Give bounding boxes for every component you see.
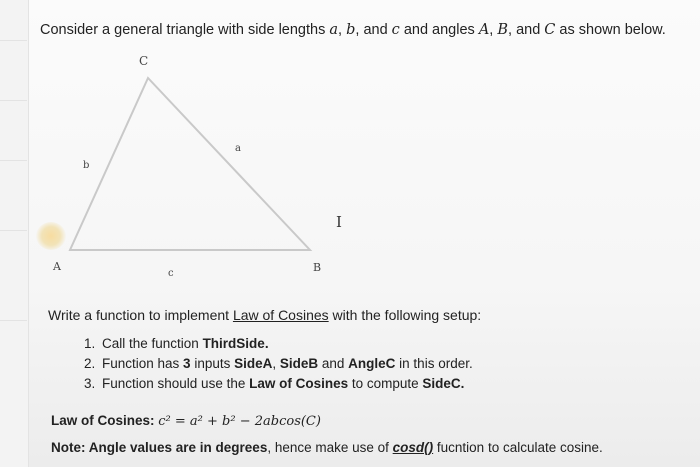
triangle-figure [28, 0, 700, 300]
list-bold: SideB [279, 356, 319, 371]
note [51, 440, 603, 455]
symbol-B: B [497, 22, 509, 38]
list-text: Function should use the [102, 376, 250, 391]
list-text: and [318, 356, 349, 371]
list-bold: 3 [183, 356, 191, 371]
edge-cell [0, 100, 27, 161]
requirements-list [84, 336, 473, 396]
cosd-function: cosd() [392, 440, 434, 455]
law-of-cosines-link[interactable]: Law of Cosines [232, 307, 329, 323]
symbol-c: c [391, 22, 400, 38]
list-bold: ThirdSide. [202, 336, 269, 351]
text-cursor-icon: I [336, 213, 342, 231]
list-item [84, 376, 473, 396]
note-label: Note: [51, 440, 86, 455]
task-text: with the following setup: [328, 307, 482, 323]
task-text: Write a function to implement [48, 307, 233, 323]
list-text: inputs [190, 356, 235, 371]
left-edge-strip [0, 0, 29, 467]
vertex-label-A: A [53, 260, 61, 273]
intro-part: , and [355, 22, 392, 38]
triangle-outline [70, 78, 310, 250]
edge-cell [0, 230, 27, 321]
screen-glare [36, 222, 66, 250]
formula-label: Law of Cosines: [51, 413, 155, 428]
list-text: Function has [102, 356, 184, 371]
list-item [84, 356, 473, 376]
formula-expression: c² = a² + b² − 2abcos(C) [158, 414, 321, 429]
list-text: in this order. [395, 356, 473, 371]
intro-part: , and [508, 22, 545, 38]
side-label-c: c [168, 268, 174, 279]
intro-part: , [338, 22, 347, 38]
list-number: 1. [84, 336, 96, 351]
list-text: , [272, 356, 280, 371]
task-description [48, 307, 481, 323]
vertex-label-B: B [313, 261, 322, 274]
symbol-A: A [478, 22, 490, 38]
list-text: Call the function [102, 336, 203, 351]
list-bold: Law of Cosines [249, 376, 349, 391]
symbol-b: b [346, 22, 356, 38]
intro-part: as shown below. [555, 22, 666, 38]
list-bold: AngleC [348, 356, 396, 371]
note-bold-text: Angle values are in degrees [85, 440, 268, 455]
edge-cell [0, 40, 27, 101]
note-text: fucntion to calculate cosine. [433, 440, 603, 455]
symbol-a: a [329, 22, 339, 38]
intro-part: Consider a general triangle with side lengths [40, 22, 330, 38]
note-text: , hence make use of [267, 440, 393, 455]
side-label-a: a [235, 143, 241, 154]
list-number: 2. [84, 356, 96, 371]
list-item [84, 336, 473, 356]
list-bold: SideA [234, 356, 273, 371]
intro-part: and angles [399, 22, 479, 38]
edge-cell [0, 0, 27, 41]
list-text: to compute [348, 376, 423, 391]
symbol-C: C [544, 22, 556, 38]
question-paper [28, 0, 700, 467]
law-of-cosines-formula [51, 413, 321, 429]
side-label-b: b [83, 160, 90, 171]
list-bold: SideC. [422, 376, 465, 391]
list-number: 3. [84, 376, 96, 391]
vertex-label-C: C [139, 54, 149, 68]
edge-cell [0, 160, 27, 231]
intro-part: , [489, 22, 498, 38]
